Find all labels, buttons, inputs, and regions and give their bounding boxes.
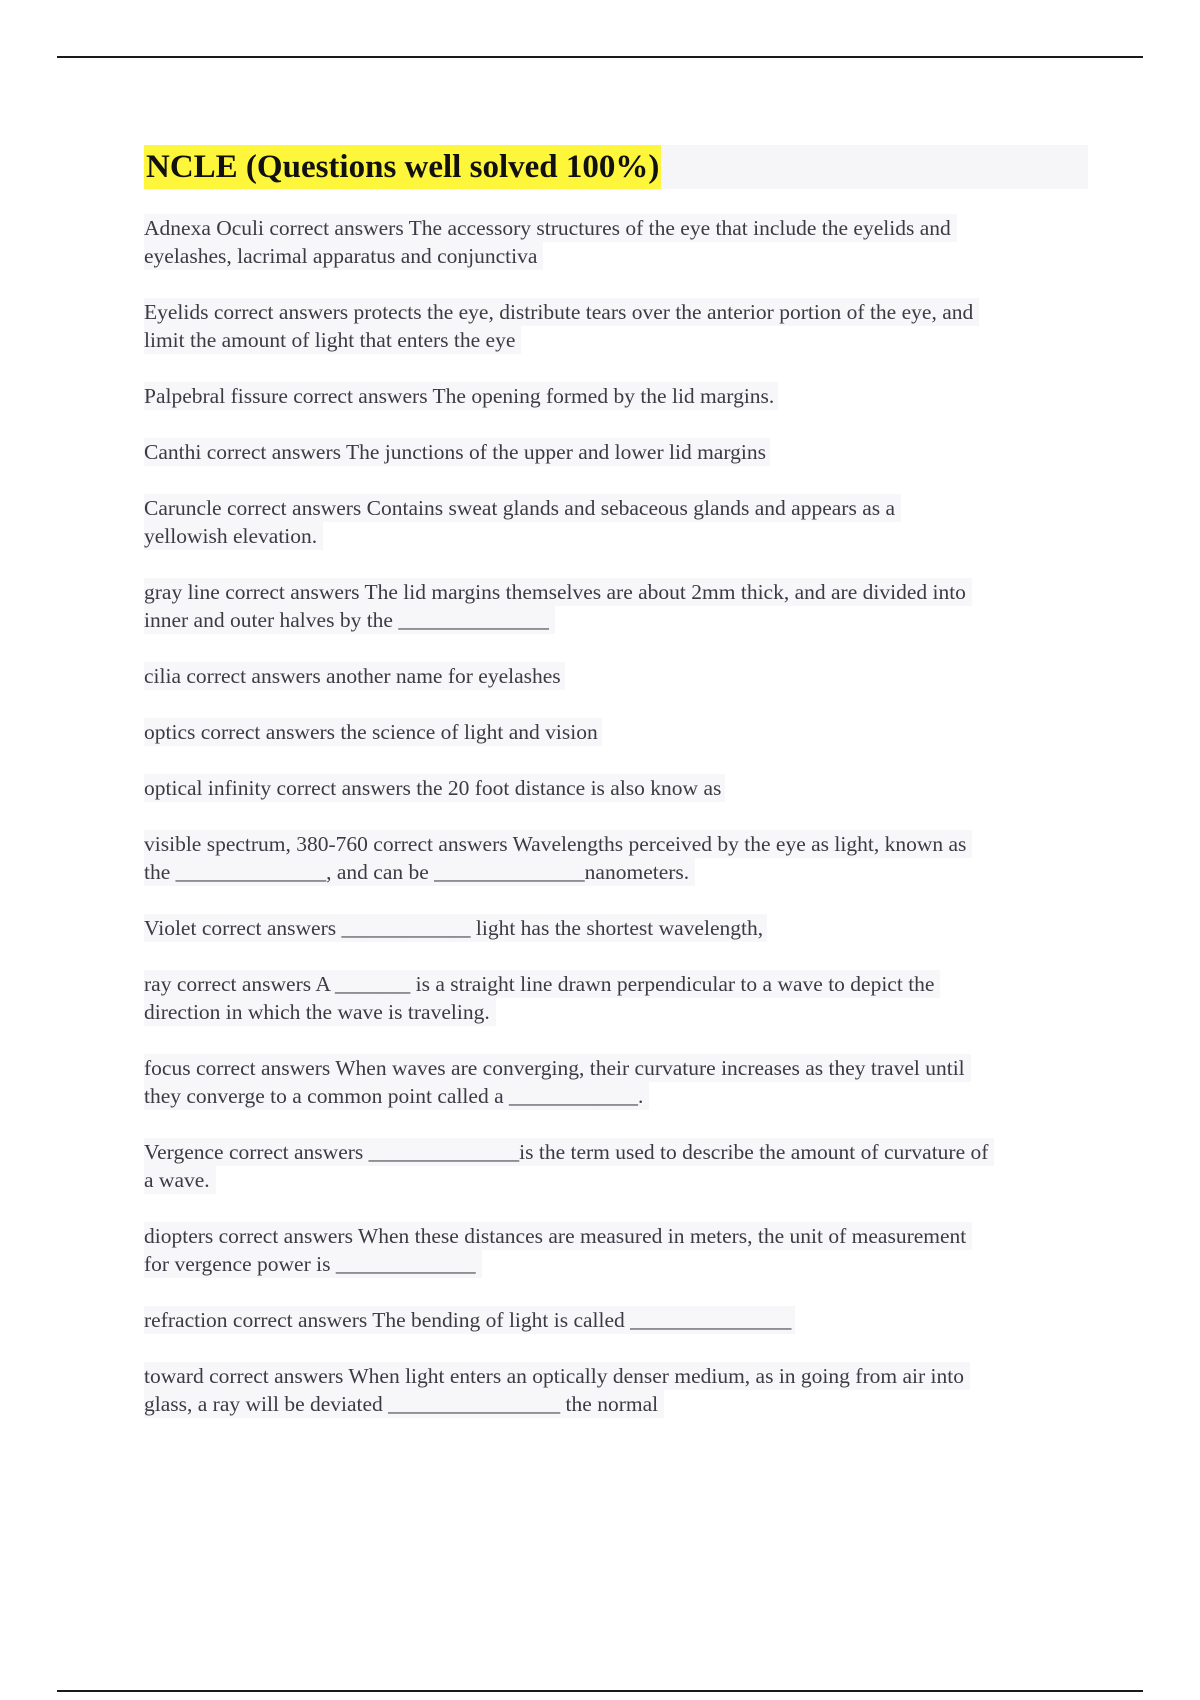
entry-line: they converge to a common point called a ____________. <box>144 1082 649 1110</box>
entry-line: eyelashes, lacrimal apparatus and conjunctiva <box>144 242 543 270</box>
entry-vergence <box>144 1138 1090 1194</box>
entry-line: Canthi correct answers The junctions of the upper and lower lid margins <box>144 438 770 466</box>
entry-line: visible spectrum, 380-760 correct answers Wavelengths perceived by the eye as light, known as <box>144 830 972 858</box>
entry-line: focus correct answers When waves are converging, their curvature increases as they travel until <box>144 1054 971 1082</box>
entry-optical-infinity <box>144 774 1090 802</box>
entry-line: inner and outer halves by the ______________ <box>144 606 555 634</box>
entry-violet <box>144 914 1090 942</box>
document-title: NCLE (Questions well solved 100%) <box>144 145 661 189</box>
entry-toward <box>144 1362 1090 1418</box>
entry-caruncle <box>144 494 1090 550</box>
entry-line: optics correct answers the science of light and vision <box>144 718 602 746</box>
entry-line: glass, a ray will be deviated ________________ the normal <box>144 1390 664 1418</box>
bottom-rule <box>57 1690 1143 1692</box>
entry-line: Violet correct answers ____________ light has the shortest wavelength, <box>144 914 767 942</box>
entry-line: limit the amount of light that enters the eye <box>144 326 521 354</box>
entry-line: Vergence correct answers ______________is the term used to describe the amount of curvature of <box>144 1138 994 1166</box>
entry-line: direction in which the wave is traveling. <box>144 998 496 1026</box>
entry-line: Adnexa Oculi correct answers The accessory structures of the eye that include the eyelids and <box>144 214 957 242</box>
entry-canthi <box>144 438 1090 466</box>
entry-line: toward correct answers When light enters an optically denser medium, as in going from air into <box>144 1362 970 1390</box>
entry-line: diopters correct answers When these distances are measured in meters, the unit of measurement <box>144 1222 972 1250</box>
entry-ray <box>144 970 1090 1026</box>
entry-line: refraction correct answers The bending of light is called _______________ <box>144 1306 795 1334</box>
entry-line: yellowish elevation. <box>144 522 323 550</box>
entry-gray-line <box>144 578 1090 634</box>
entry-adnexa-oculi <box>144 214 1090 270</box>
entry-line: cilia correct answers another name for eyelashes <box>144 662 565 690</box>
entry-list <box>144 214 1090 1446</box>
entry-line: the ______________, and can be ______________nanometers. <box>144 858 695 886</box>
entry-line: gray line correct answers The lid margins themselves are about 2mm thick, and are divided into <box>144 578 972 606</box>
entry-palpebral-fissure <box>144 382 1090 410</box>
entry-line: optical infinity correct answers the 20 foot distance is also know as <box>144 774 725 802</box>
entry-focus <box>144 1054 1090 1110</box>
entry-line: a wave. <box>144 1166 216 1194</box>
top-rule <box>57 56 1143 58</box>
entry-line: Caruncle correct answers Contains sweat glands and sebaceous glands and appears as a <box>144 494 901 522</box>
entry-line: Palpebral fissure correct answers The opening formed by the lid margins. <box>144 382 778 410</box>
entry-refraction <box>144 1306 1090 1334</box>
entry-cilia <box>144 662 1090 690</box>
entry-visible-spectrum <box>144 830 1090 886</box>
entry-eyelids <box>144 298 1090 354</box>
entry-line: for vergence power is _____________ <box>144 1250 482 1278</box>
entry-optics <box>144 718 1090 746</box>
entry-diopters <box>144 1222 1090 1278</box>
entry-line: Eyelids correct answers protects the eye, distribute tears over the anterior portion of the eye, and <box>144 298 979 326</box>
entry-line: ray correct answers A _______ is a straight line drawn perpendicular to a wave to depict the <box>144 970 940 998</box>
